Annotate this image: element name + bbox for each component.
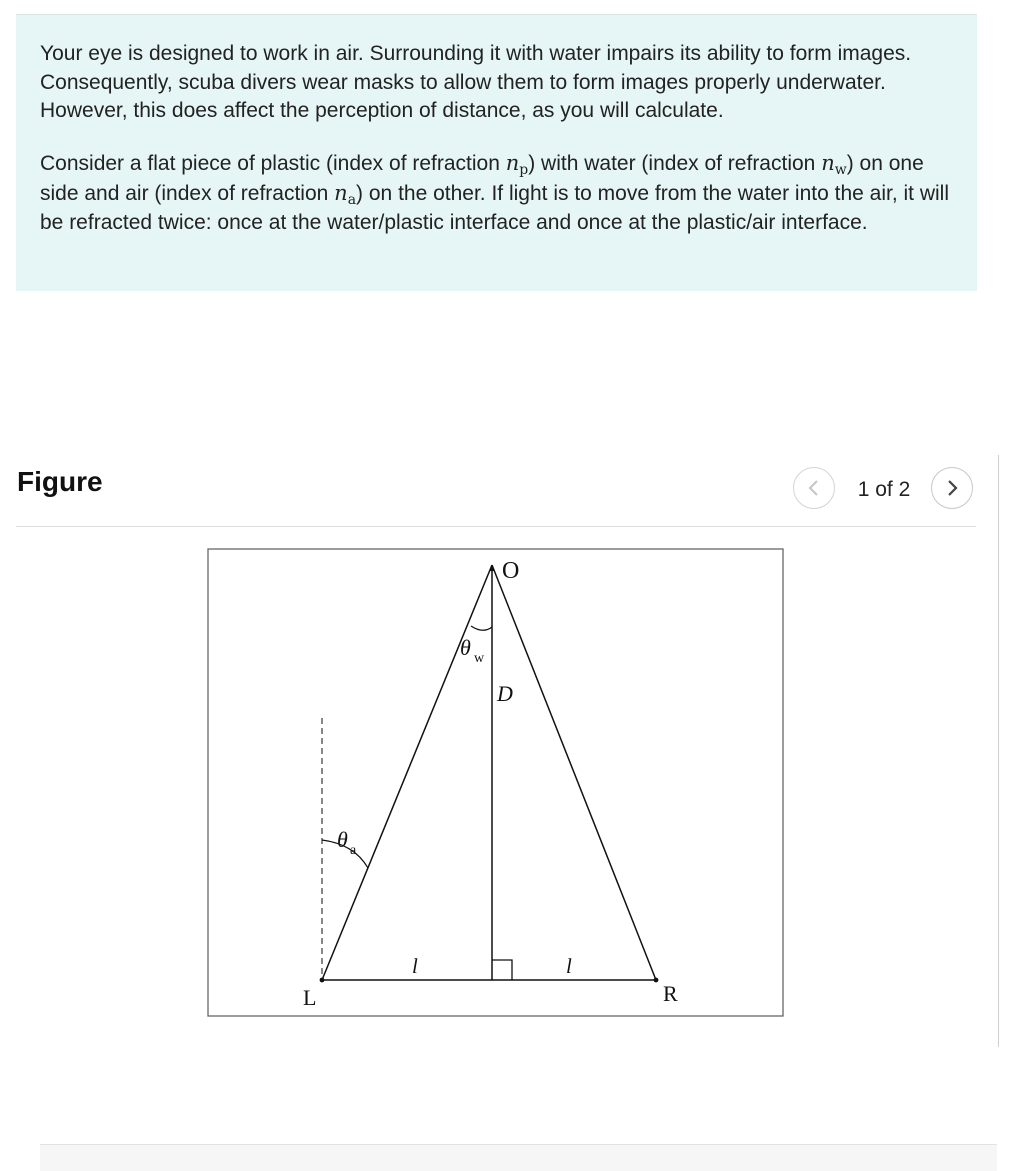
theta-a-symbol: θ bbox=[337, 827, 348, 852]
intro-text-2: ) with water (index of refraction bbox=[528, 152, 822, 176]
label-l-right: l bbox=[566, 954, 572, 978]
previous-figure-button[interactable] bbox=[793, 467, 835, 509]
theta-w-sub: w bbox=[474, 651, 485, 666]
intro-text-1: Consider a flat piece of plastic (index of refraction bbox=[40, 152, 506, 176]
intro-paragraph-2 bbox=[40, 149, 953, 237]
chevron-left-icon bbox=[807, 478, 821, 498]
theta-w-symbol: θ bbox=[460, 635, 471, 660]
figure-title: Figure bbox=[17, 466, 103, 497]
intro-paragraph-1: Your eye is designed to work in air. Surrounding it with water impairs its ability to form images. Consequently, scuba divers wear masks to allow them to form images properly underwater. However, this does affect the perception of distance, as you will calculate. bbox=[40, 42, 912, 123]
math-n-a: $n_a$ bbox=[334, 180, 357, 208]
refraction-diagram bbox=[207, 548, 785, 1019]
bottom-panel bbox=[40, 1144, 997, 1171]
figure-pager: 1 of 2 bbox=[857, 478, 911, 501]
label-R: R bbox=[663, 981, 678, 1006]
math-n-p: $n_p$ bbox=[505, 151, 529, 179]
label-L: L bbox=[303, 985, 317, 1010]
panel-border bbox=[998, 455, 999, 1047]
point-L bbox=[320, 978, 325, 983]
chevron-right-icon bbox=[945, 478, 959, 498]
point-R bbox=[654, 978, 659, 983]
intro-text-3: ) on one side and air (index of refraction bbox=[40, 152, 924, 205]
figure-divider bbox=[16, 526, 976, 527]
problem-intro bbox=[16, 14, 977, 291]
diagram-frame bbox=[208, 549, 783, 1016]
label-D: D bbox=[497, 681, 513, 706]
label-l-left: l bbox=[412, 954, 418, 978]
label-O: O bbox=[502, 558, 520, 584]
next-figure-button[interactable] bbox=[931, 467, 973, 509]
intro-text-4: ) on the other. If light is to move from the water into the air, it will be refracted twice: once at the water/plastic interface and once at the plastic/air interface. bbox=[40, 181, 949, 234]
theta-a-sub: a bbox=[350, 843, 357, 858]
math-n-w: $n_w$ bbox=[821, 151, 847, 179]
